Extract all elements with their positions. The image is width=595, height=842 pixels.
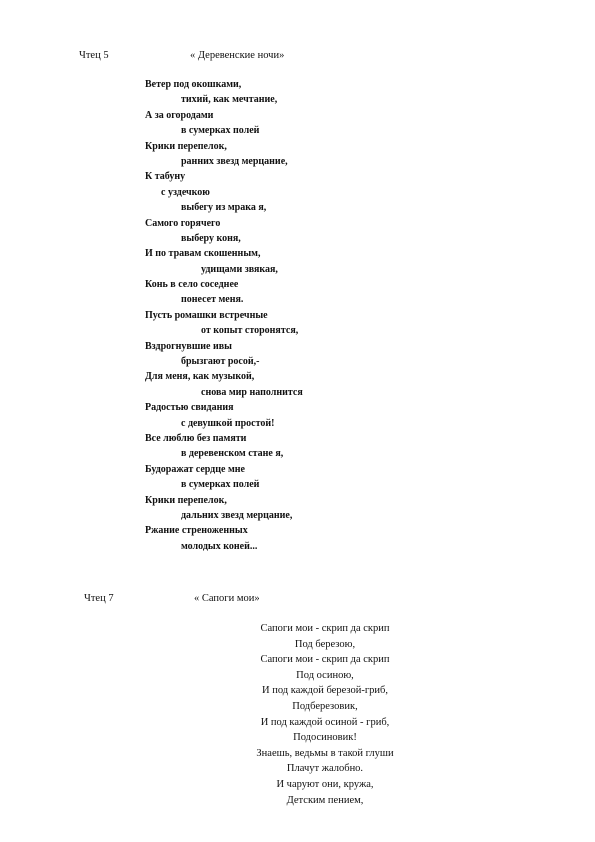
poem1-line: брызгают росой,- (181, 356, 260, 368)
poem1-line: Конь в село соседнее (145, 279, 239, 291)
poem2-line: Подберезовик, (292, 700, 358, 712)
poem1-line: понесет меня. (181, 294, 244, 306)
poem1-line: Ржание стреноженных (145, 525, 248, 537)
poem2-line: Знаешь, ведьмы в такой глуши (256, 747, 394, 759)
poem-sapogi-moi (200, 621, 450, 808)
reader-label-7: Чтец 7 (84, 593, 114, 604)
poem1-line: А за огородами (145, 109, 214, 121)
poem1-line: Крики перепелок, (145, 494, 227, 506)
poem1-line: от копыт сторонятся, (201, 325, 299, 337)
poem1-line: тихий, как мечтание, (181, 94, 278, 106)
poem1-line: Все люблю без памяти (145, 432, 247, 444)
poem1-line: Для меня, как музыкой, (145, 371, 255, 383)
poem-derevenskie-nochi (145, 77, 445, 554)
poem1-line: с девушкой простой! (181, 417, 275, 429)
poem1-line: Пусть ромашки встречные (145, 309, 268, 321)
poem2-line: Под осиною, (296, 669, 354, 681)
poem1-line: молодых коней... (181, 540, 258, 552)
poem1-line: Крики перепелок, (145, 140, 227, 152)
poem2-line: Под березою, (294, 638, 356, 650)
poem1-line: в сумерках полей (181, 479, 260, 491)
poem1-line: Ветер под окошками, (145, 79, 242, 90)
poem1-line: К табуну (145, 171, 186, 183)
poem2-line: Подосиновик! (293, 732, 357, 744)
poem1-line: в деревенском стане я, (181, 448, 284, 460)
poem1-line: Будоражат сердце мне (145, 463, 245, 475)
reader-label-5: Чтец 5 (79, 50, 109, 61)
poem2-line: И под каждой осиной - гриб, (260, 716, 390, 728)
poem1-line: с уздечкою (161, 186, 210, 198)
poem1-line: удищами звякая, (201, 263, 278, 275)
poem1-line: Радостью свидания (145, 402, 234, 414)
poem1-line: выбегу из мрака я, (181, 202, 267, 214)
poem2-line: Сапоги мои - скрип да скрип (260, 654, 390, 666)
poem1-line: И по травам скошенным, (145, 248, 261, 260)
poem-title-sapogi-moi: « Сапоги мои» (194, 593, 260, 604)
poem1-line: в сумерках полей (181, 125, 260, 137)
poem2-line: И под каждой березой-гриб, (262, 685, 388, 697)
poem1-line: Самого горячего (145, 217, 221, 229)
poem1-line: ранних звезд мерцание, (181, 155, 288, 167)
poem1-line: Вздрогнувшие ивы (145, 340, 232, 352)
poem2-line: Плачут жалобно. (286, 763, 364, 775)
poem2-line: Детским пением, (286, 794, 364, 806)
poem1-line: выберу коня, (181, 232, 241, 244)
poem-title-derevenskie-nochi: « Деревенские ночи» (190, 50, 285, 61)
poem2-line: Сапоги мои - скрип да скрип (260, 623, 390, 634)
poem2-line: И чаруют они, кружа, (276, 778, 374, 790)
poem1-line: дальних звезд мерцание, (181, 509, 293, 521)
poem1-line: снова мир наполнится (201, 386, 303, 398)
